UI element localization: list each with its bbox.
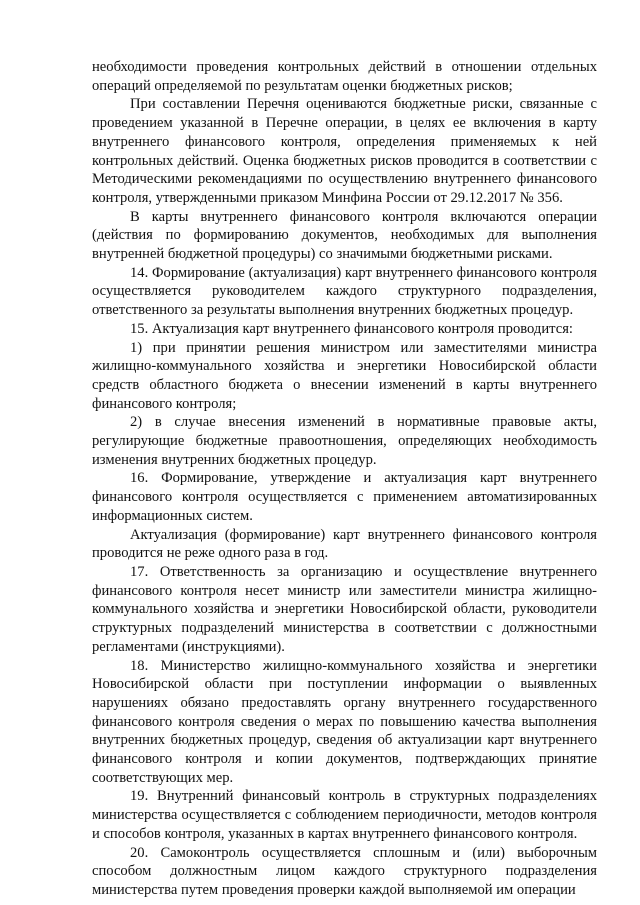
- paragraph-item-16: 16. Формирование, утверждение и актуализация карт внутреннего финансового контроля осуществляется с применением автоматизированных информационных систем.: [92, 470, 597, 524]
- paragraph-control-maps-operations: В карты внутреннего финансового контроля включаются операции (действия по формированию документов, необходимых для выполнения внутренней бюджетной процедуры) со значимыми бюджетными рисками.: [92, 208, 597, 263]
- paragraph-item-14: 14. Формирование (актуализация) карт внутреннего финансового контроля осуществляется руководителем каждого структурного подразделения, ответственного за результаты выполнения внутренних бюджетных процедур.: [92, 264, 597, 319]
- paragraph-item-17: 17. Ответственность за организацию и осуществление внутреннего финансового контроля несет министр или заместители министра жилищно-коммунального хозяйства и энергетики Новосибирской области, руководители структурных подразделений министерства в соответствии с должностными регламентами (инструкциями).: [92, 563, 597, 655]
- paragraph-item-19: 19. Внутренний финансовый контроль в структурных подразделениях министерства осуществляется с соблюдением периодичности, методов контроля и способов контроля, указанных в картах внутреннего финансового контроля.: [92, 788, 597, 842]
- paragraph-item-20: 20. Самоконтроль осуществляется сплошным и (или) выборочным способом должностным лицом каждого структурного подразделения министерства путем проведения проверки каждой выполняемой им операции: [92, 844, 597, 898]
- paragraph-continuation: необходимости проведения контрольных действий в отношении отдельных операций определяемой по результатам оценки бюджетных рисков;: [92, 59, 597, 94]
- paragraph-item-15: 15. Актуализация карт внутреннего финансового контроля проводится:: [130, 320, 573, 337]
- paragraph-item-15-2: 2) в случае внесения изменений в нормативные правовые акты, регулирующие бюджетные правоотношения, определяющих необходимость изменения внутренних бюджетных процедур.: [92, 414, 597, 468]
- paragraph-item-15-1: 1) при принятии решения министром или заместителями министра жилищно-коммунального хозяйства и энергетики Новосибирской области средств областного бюджета о внесении изменений в карты внутреннего финансового контроля;: [92, 339, 597, 412]
- paragraph-risk-assessment: При составлении Перечня оцениваются бюджетные риски, связанные с проведением указанной в Перечне операции, в целях ее включения в карту внутреннего финансового контроля, определения применяемых к ней контрольных действий. Оценка бюджетных рисков проводится в соответствии с Методическими рекомендациями по осуществлению внутреннего финансового контроля, утвержденными приказом Минфина России от 29.12.2017 № 356.: [92, 96, 597, 206]
- paragraph-item-18: 18. Министерство жилищно-коммунального хозяйства и энергетики Новосибирской области при поступлении информации о выявленных нарушениях обязано предоставлять органу внутреннего государственного финансового контроля сведения о мерах по повышению качества выполнения внутренних бюджетных процедур, сведения об актуализации карт внутреннего финансового контроля и копии документов, подтверждающих принятие соответствующих мер.: [92, 657, 597, 786]
- document-page: [92, 58, 597, 900]
- paragraph-update-frequency: Актуализация (формирование) карт внутреннего финансового контроля проводится не реже одного раза в год.: [92, 526, 597, 562]
